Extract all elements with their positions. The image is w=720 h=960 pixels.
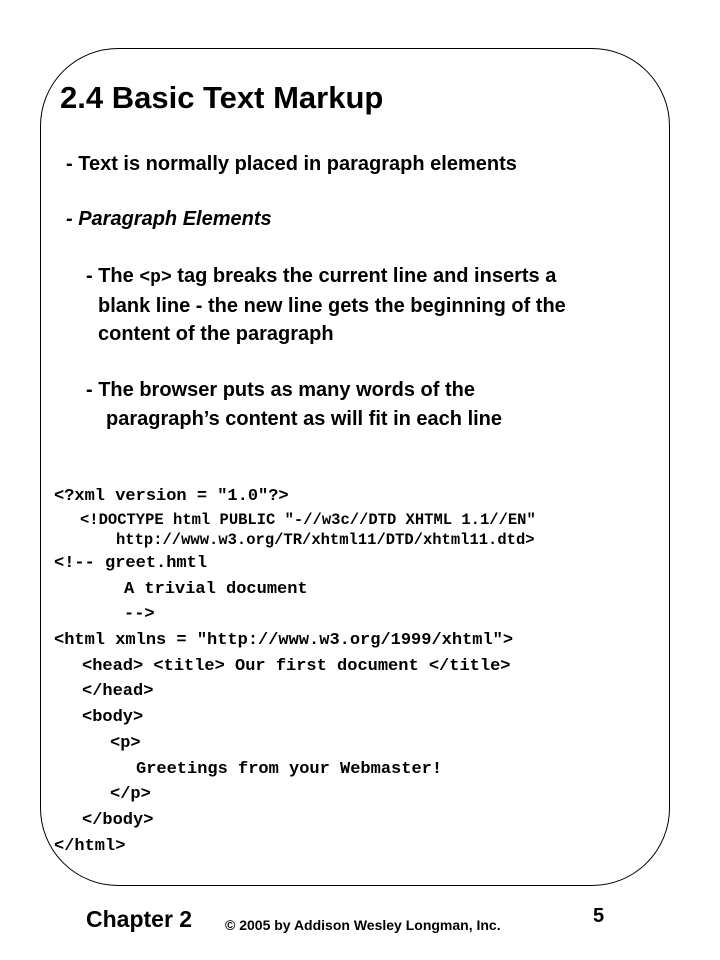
bullet-browser-line-2: paragraph’s content as will fit in each line [106,408,503,430]
bullet-p-tag-prefix: - The [86,265,140,287]
code-line-comment-open: <!-- greet.hmtl [54,554,208,573]
footer-chapter: Chapter 2 [86,906,193,932]
slide-title: 2.4 Basic Text Markup [60,80,384,115]
code-line-greeting: Greetings from your Webmaster! [136,760,443,779]
code-line-doctype: <!DOCTYPE html PUBLIC ″-//w3c//DTD XHTML 1.1//EN″ [80,511,536,529]
bullet-browser-line-1: - The browser puts as many words of the [86,379,475,401]
bullet-p-tag-line-1 [86,263,556,291]
footer-copyright: © 2005 by Addison Wesley Longman, Inc. [225,917,501,933]
bullet-p-tag-suffix: tag breaks the current line and inserts a [171,265,557,287]
p-tag-code: <p> [139,268,172,288]
code-line-xml-decl: <?xml version = ″1.0″?> [54,487,289,506]
bullet-paragraph-elements: - Paragraph Elements [66,208,272,230]
code-line-body-close: </body> [82,811,154,830]
code-line-dtd-url: http://www.w3.org/TR/xhtml11/DTD/xhtml11.dtd> [116,531,535,549]
code-line-body-open: <body> [82,708,144,727]
code-line-head-title: <head> <title> Our first document </title> [82,657,511,676]
code-line-p-close: </p> [110,785,151,804]
code-line-comment-close: --> [124,605,155,624]
bullet-text-in-paragraphs: - Text is normally placed in paragraph elements [66,153,517,175]
code-line-html-open: <html xmlns = ″http://www.w3.org/1999/xhtml″> [54,631,514,650]
page-number: 5 [593,905,605,927]
code-line-head-close: </head> [82,682,154,701]
code-line-p-open: <p> [110,734,141,753]
code-line-comment-text: A trivial document [124,580,308,599]
bullet-p-tag-line-3: content of the paragraph [98,323,334,345]
code-line-html-close: </html> [54,837,126,856]
bullet-p-tag-line-2: blank line - the new line gets the beginning of the [98,295,566,317]
